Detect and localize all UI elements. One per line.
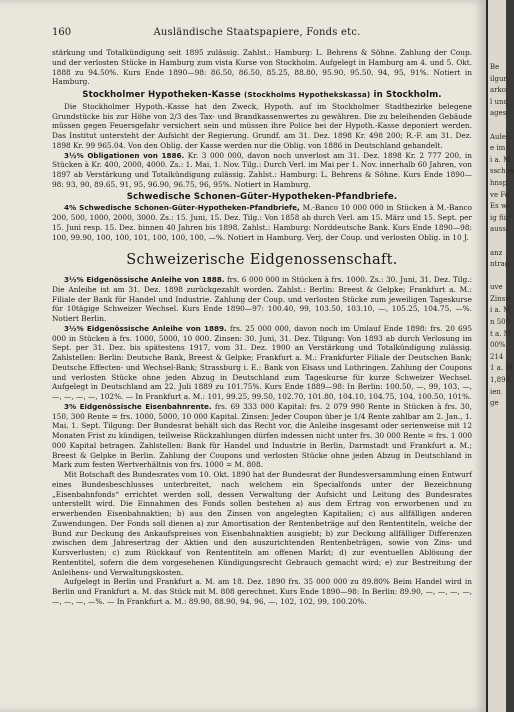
section-heading <box>52 90 472 101</box>
paragraph <box>52 402 472 470</box>
section-heading-tail: in Stockholm. <box>373 90 442 100</box>
section-heading-sub: (Stockholms Hypothekskassa) <box>244 90 371 99</box>
paragraph-lead: 4% Schwedische Schonen-Güter-Hypotheken-Pfandbriefe, <box>64 203 300 213</box>
paragraph-lead: 3½% Eidgenössische Anleihe von 1889. <box>64 323 227 333</box>
running-title: Ausländische Staatspapiere, Fonds etc. <box>153 27 361 38</box>
paragraph <box>52 151 472 190</box>
page-number: 160 <box>52 27 72 38</box>
section-heading-text: Stockholmer Hypotheken-Kasse <box>82 90 241 100</box>
adjacent-page-text: Be ilgun arko l und ages Aulei e im i a. M sschen hnsp ve Fo Es we ig für aussi anz ntrag uve Zinsw i a. M n 500 t a. M 00% 214 1 a. M 1,890 ien ge <box>490 63 514 408</box>
paragraph <box>52 324 472 402</box>
paragraph-text: Mit Botschaft des Bundesrates vom 10. Okt. 1890 hat der Bundesrat der Bundesversammlung einen Entwurf eines Bundesbeschlusses unterbreitet, nach welchem ein Specialfonds unter der Bezeichnung „Eisenbahnfonds“ errichtet werden soll, dessen Verwaltung der Aufsicht und Leitung des Bundesrates unterstellt wird. Die Einnahmen des Fonds sollen bestehen a) aus dem Ertrag von erworbenen und zu erwerbenden Eisenbahnaktien; b) aus den Zinsen von angelegten Kapitalien; c) aus allfälligen anderen Zuwendungen. Der Fonds soll dienen a) zur Amortisation der Rentenbeträge auf den Rententiteln, welche der Bund zur Deckung des Ankaufspreises von Eisenbahnaktien ausgiebt; b) zur Deckung allfälliger Differenzen zwischen dem Jahresertrag der Aktien und den auszurichtenden Rentenbeträgen, sowie von Zins- und Kursverlusten; c) zum Rückkauf von Rententiteln am offenen Markt; d) zur eventuellen Ablösung der Rententitel, sofern die dem vorgesehenen Kündigungsrecht Gebrauch gemacht wird; e) zur Bestreitung der Anleihens- und Verwaltungskosten. <box>52 470 472 577</box>
paragraph <box>52 275 472 324</box>
paragraph-lead: 3% Eidgenössische Eisenbahnrente. <box>64 401 212 411</box>
paragraph <box>52 102 472 151</box>
chapter-heading: Schweizerische Eidgenossenschaft. <box>126 252 398 269</box>
adjacent-page-edge <box>486 0 514 712</box>
paragraph <box>52 577 472 606</box>
paragraph <box>52 203 472 242</box>
page-header <box>52 27 462 41</box>
paragraph-text: Aufgelegt in Berlin und Frankfurt a. M. am 18. Dez. 1890 frs. 35 000 000 zu 89.80% Beim Handel wird in Berlin und Frankfurt a. M. das Stück mit M. 808 gerechnet. Kurs Ende 1890—98: In Berlin: 89.90, —, —, —, —, —, —, —, —%. — In Frankfurt a. M.: 89.90, 88.90, 94, 96, —, 102, 102, 99, 100.20%. <box>52 577 472 606</box>
paragraph <box>52 470 472 577</box>
paragraph-text: Kr. 3 000 000, davon noch unverlost am 31. Dez. 1898 Kr. 2 777 200, in Stücken à Kr. 400, 2000, 4000. Zs.: 1. Mai, 1. Nov. Tilg.: Durch Verl. im Mai per 1. Nov. innerhalb 60 Jahren, von 1897 ab Verstärkung und Totalkündigung zulässig. Zahlst.: Hamburg: L. Behrens & Söhne. Kurs Ende 1890—98: 93, 90, 89.65, 91, 95, 96.90, 96.75, 96, 95%. Notiert in Hamburg. <box>52 150 473 189</box>
paragraph-text: frs. 25 000 000, davon noch im Umlauf Ende 1898: frs. 20 695 000 in Stücken à frs. 1000, 5000, 10 000. Zinsen: 30. Juni, 31. Dez. Tilgung: Von 1893 ab durch Verlosung im Sept. per 31. Dez. bis spätestens 1917, vom 31. Dez. 1900 an Verstärkung und Totalkündigung zulässig. Zahlstellen: Berlin: Deutsche Bank, Breest & Gelpke; Frankfurt a. M.: Frankfurter Filiale der Deutschen Bank; Deutsche Effecten- und Wechsel-Bank; Strassburg i. E.: Bank von Elsass und Lothringen. Zahlung der Coupons und verlosten Stücke ohne jeden Abzug in Deutschland zum Tageskurse für kurze Schweizer Wechsel. Aufgelegt in Deutschland am 22. Juli 1889 zu 101.75%. Kurs Ende 1889—98: In Berlin: 100.50, —, 99, 103, —, —, —, —, —, 102%. — In Frankfurt a. M.: 101, 99.25, 99.50, 102.70, 101.80, 104.10, 104.75, 104, 100.50, 101%. <box>52 323 472 401</box>
paragraph-lead: 3½% Eidgenössische Anleihe von 1888. <box>64 275 225 284</box>
paragraph-text: frs. 69 333 000 Kapital: frs. 2 079 990 Rente in Stücken à frs. 30, 150, 300 Rente = frs. 1000, 5000, 10 000 Kapital. Zinsen: Jeder Coupon über je 1/4 Rente zahlbar am 2. Jan., 1. Mai, 1. Sept. Tilgung: Der Bundesrat behält sich das Recht vor, die Anleihe insgesamt oder serienweise mit 12 Monaten Frist zu kündigen, teilweise Rückzahlungen dürfen indessen nicht unter frs. 30 000 Rente = frs. 1 000 000 Kapital betragen. Zahlstellen: Bank für Handel und Industrie in Berlin, Darmstadt und Frankfurt a. M.; Breest & Gelpke in Berlin. Zahlung der Coupons und verlosten Stücke ohne jeden Abzug in Deutschland in Mark zum festen Wertverhältnis von frs. 1000 = M. 808. <box>52 401 472 470</box>
paragraph-lead: 3½% Obligationen von 1886. <box>64 150 185 160</box>
section-heading <box>52 193 472 203</box>
paragraph-text: frs. 6 000 000 in Stücken à frs. 1000. Zs.: 30. Juni, 31. Dez. Tilg.: Die Anleihe ist am 31. Dez. 1898 zurückgezahlt worden. Zahlst.: Berlin: Breest & Gelpke; Frankfurt a. M.: Filiale der Bank für Handel und Industrie. Zahlung der Coup. und verlosten Stücke zum jeweiligen Tageskurse für 10tägige Schweizer Wechsel. Kurs Ende 1890—97: 100.40, 99, 103.50, 103.10, —, 105.25, 104.75, —%. Notiert Berlin. <box>52 275 472 323</box>
paragraph-text: stärkung und Totalkündigung seit 1895 zulässig. Zahlst.: Hamburg: L. Behrens & Söhne. Zahlung der Coup. und der verlosten Stücke in Hamburg zum vista Kurse von Stockholm. Aufgelegt in Hamburg am 4. und 5. Okt. 1888 zu 94.50%. Kurs Ende 1890—98: 86.50, 86.50, 85.25, 88.80, 95.90, 95.50, 94, 95, 91%. Notiert in Hamburg. <box>52 48 472 87</box>
paragraph <box>52 48 472 87</box>
paragraph-text: Die Stockholmer Hypoth.-Kasse hat den Zweck, Hypoth. auf im Stockholmer Stadtbezirke belegene Grundstücke bis zur Höhe von 2/3 des Tax- und Brandkassenwertes zu gewähren. Die zu beleihenden Gebäude müssen gegen Feuersgefahr versichert sein und müssen ihre Police bei der Hypoth.-Kasse deponiert werden. Das Institut untersteht der Aufsicht der Regierung. Grundf. am 31. Dez. 1898 Kr. 498 200; R.-F. am 31. Dez. 1898 Kr. 99 965.04. Von den Oblig. der Kasse werden nur die Oblig. von 1886 in Deutschland gehandelt. <box>52 101 472 150</box>
page-body <box>52 48 472 607</box>
paragraph-text: M.-Banco 10 000 000 in Stücken à M.-Banco 200, 500, 1000, 2000, 3000. Zs.: 15. Juni, 15. Dez. Tilg.: Von 1858 ab durch Verl. am 15. März und 15. Sept. per 15. Juni resp. 15. Dez. binnen 40 Jahren bis 1898. Zahlst.: Hamburg: Norddeutsche Bank. Kurs Ende 1890—98: 100, 99.90, 100, 100, 101, 100, 100, 100, —%. Notiert in Hamburg. Verj. der Coup. und verlosten Oblig. in 10 J. <box>52 203 472 242</box>
section-heading-text: Schwedische Schonen-Güter-Hypotheken-Pfandbriefe. <box>126 191 398 202</box>
